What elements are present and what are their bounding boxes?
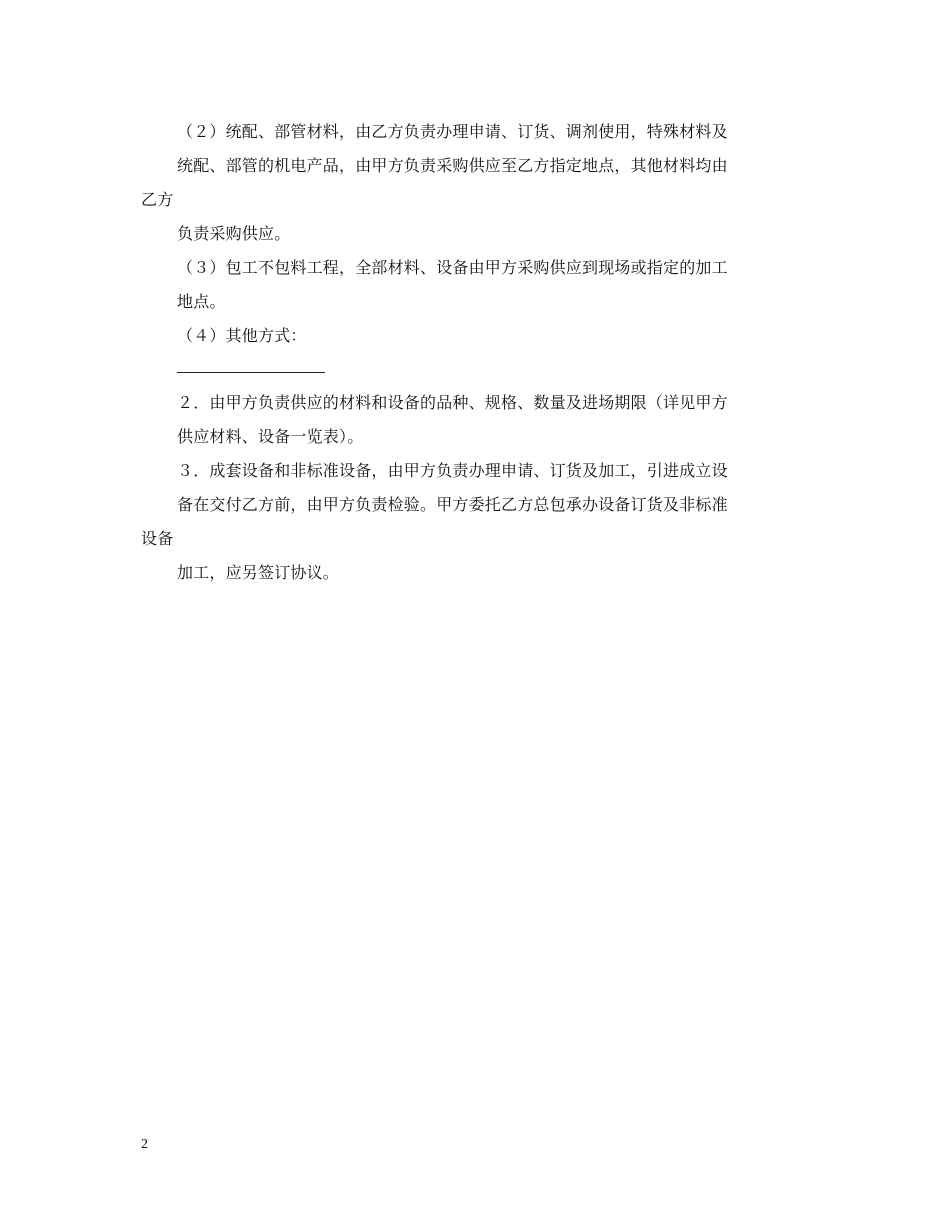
page-number: 2 [141,1137,148,1152]
paragraph-line-10: ３．成套设备和非标准设备，由甲方负责办理申请、订货及加工，引进成立设 [177,461,728,480]
fill-in-blank-line [177,372,325,373]
paragraph-line-11: 备在交付乙方前，由甲方负责检验。甲方委托乙方总包承办设备订货及非标准 [177,495,728,514]
paragraph-line-2: 统配、部管的机电产品，由甲方负责采购供应至乙方指定地点，其他材料均由 [177,156,728,175]
paragraph-line-6: 地点。 [177,292,226,311]
paragraph-line-4: 负责采购供应。 [177,224,291,243]
paragraph-line-8: ２．由甲方负责供应的材料和设备的品种、规格、数量及进场期限（详见甲方 [177,393,728,412]
paragraph-line-1: （２）统配、部管材料，由乙方负责办理申请、订货、调剂使用，特殊材料及 [177,122,728,141]
paragraph-line-13: 加工，应另签订协议。 [177,563,340,582]
paragraph-line-12: 设备 [141,529,174,548]
paragraph-line-7: （４）其他方式： [177,326,307,345]
paragraph-line-5: （３）包工不包料工程，全部材料、设备由甲方采购供应到现场或指定的加工 [177,258,728,277]
paragraph-line-3: 乙方 [141,190,174,209]
paragraph-line-9: 供应材料、设备一览表）。 [177,427,364,446]
